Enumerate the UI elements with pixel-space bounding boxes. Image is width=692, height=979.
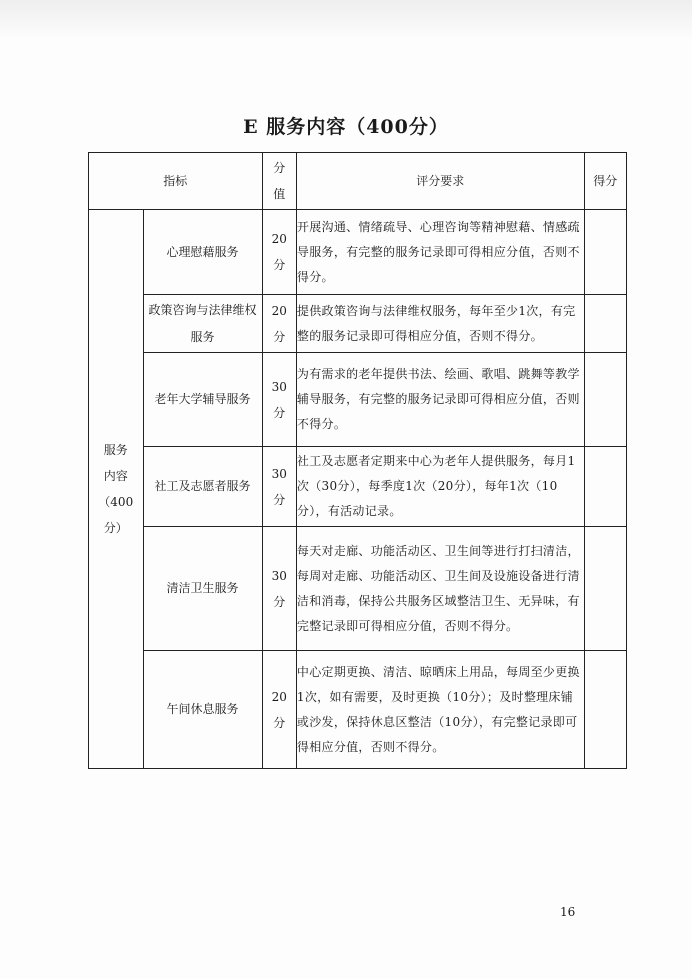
category-line: 分） — [103, 521, 128, 535]
item-score — [262, 651, 296, 769]
score-value: 30 — [271, 568, 287, 583]
item-obtained — [584, 527, 626, 651]
score-unit: 分 — [273, 492, 286, 507]
header-indicator: 指标 — [89, 153, 263, 210]
item-requirement: 提供政策咨询与法律维权服务，每年至少1次，有完整的服务记录即可得相应分值，否则不得分。 — [296, 295, 584, 353]
table-row — [89, 527, 627, 651]
score-unit: 分 — [273, 405, 286, 420]
item-obtained — [584, 353, 626, 447]
header-score-line1: 分 — [273, 161, 286, 175]
score-value: 20 — [271, 232, 287, 246]
table-row — [89, 295, 627, 353]
score-unit: 分 — [273, 329, 286, 344]
item-name: 政策咨询与法律维权服务 — [143, 295, 262, 353]
item-obtained — [584, 210, 626, 295]
item-score — [262, 447, 296, 527]
item-requirement: 开展沟通、情绪疏导、心理咨询等精神慰藉、情感疏导服务，有完整的服务记录即可得相应分值，否则不得分。 — [296, 210, 584, 295]
header-obtained: 得分 — [584, 153, 626, 210]
scoring-table — [88, 152, 627, 769]
header-score-line2: 值 — [273, 187, 286, 201]
item-obtained — [584, 651, 626, 769]
item-requirement: 为有需求的老年提供书法、绘画、歌唱、跳舞等教学辅导服务，有完整的服务记录即可得相应分值，否则不得分。 — [296, 353, 584, 447]
item-requirement: 社工及志愿者定期来中心为老年人提供服务，每月1次（30分），每季度1次（20分），每年1次（10分），有活动记录。 — [296, 447, 584, 527]
item-name: 清洁卫生服务 — [143, 527, 262, 651]
item-name: 社工及志愿者服务 — [143, 447, 262, 527]
table-row — [89, 353, 627, 447]
table-row — [89, 447, 627, 527]
category-line: 内容 — [103, 469, 128, 483]
category-line: （400 — [98, 495, 134, 509]
item-requirement: 每天对走廊、功能活动区、卫生间等进行打扫清洁，每周对走廊、功能活动区、卫生间及设施设备进行清洁和消毒，保持公共服务区域整洁卫生、无异味，有完整记录即可得相应分值，否则不得分。 — [296, 527, 584, 651]
item-name: 老年大学辅导服务 — [143, 353, 262, 447]
item-name: 心理慰藉服务 — [143, 210, 262, 295]
item-score — [262, 353, 296, 447]
score-value: 30 — [271, 379, 287, 394]
scan-shadow — [0, 0, 692, 40]
table-row — [89, 651, 627, 769]
item-obtained — [584, 295, 626, 353]
score-value: 20 — [271, 689, 287, 704]
item-obtained — [584, 447, 626, 527]
score-value: 20 — [271, 303, 287, 318]
item-name: 午间休息服务 — [143, 651, 262, 769]
score-unit: 分 — [273, 715, 286, 730]
item-requirement: 中心定期更换、清洁、晾晒床上用品，每周至少更换1次，如有需要，及时更换（10分）；及时整理床铺或沙发，保持休息区整洁（10分），有完整记录即可得相应分值，否则不得分。 — [296, 651, 584, 769]
score-value: 30 — [271, 466, 287, 481]
score-unit: 分 — [273, 258, 286, 272]
table-header-row — [89, 153, 627, 210]
category-cell — [89, 210, 144, 769]
table-row — [89, 210, 627, 295]
header-score — [262, 153, 296, 210]
item-score — [262, 295, 296, 353]
section-title: E 服务内容（400分） — [243, 116, 449, 138]
page-number: 16 — [560, 905, 576, 919]
category-line: 服务 — [103, 443, 128, 457]
item-score — [262, 210, 296, 295]
item-score — [262, 527, 296, 651]
score-unit: 分 — [273, 594, 286, 609]
header-requirement: 评分要求 — [296, 153, 584, 210]
